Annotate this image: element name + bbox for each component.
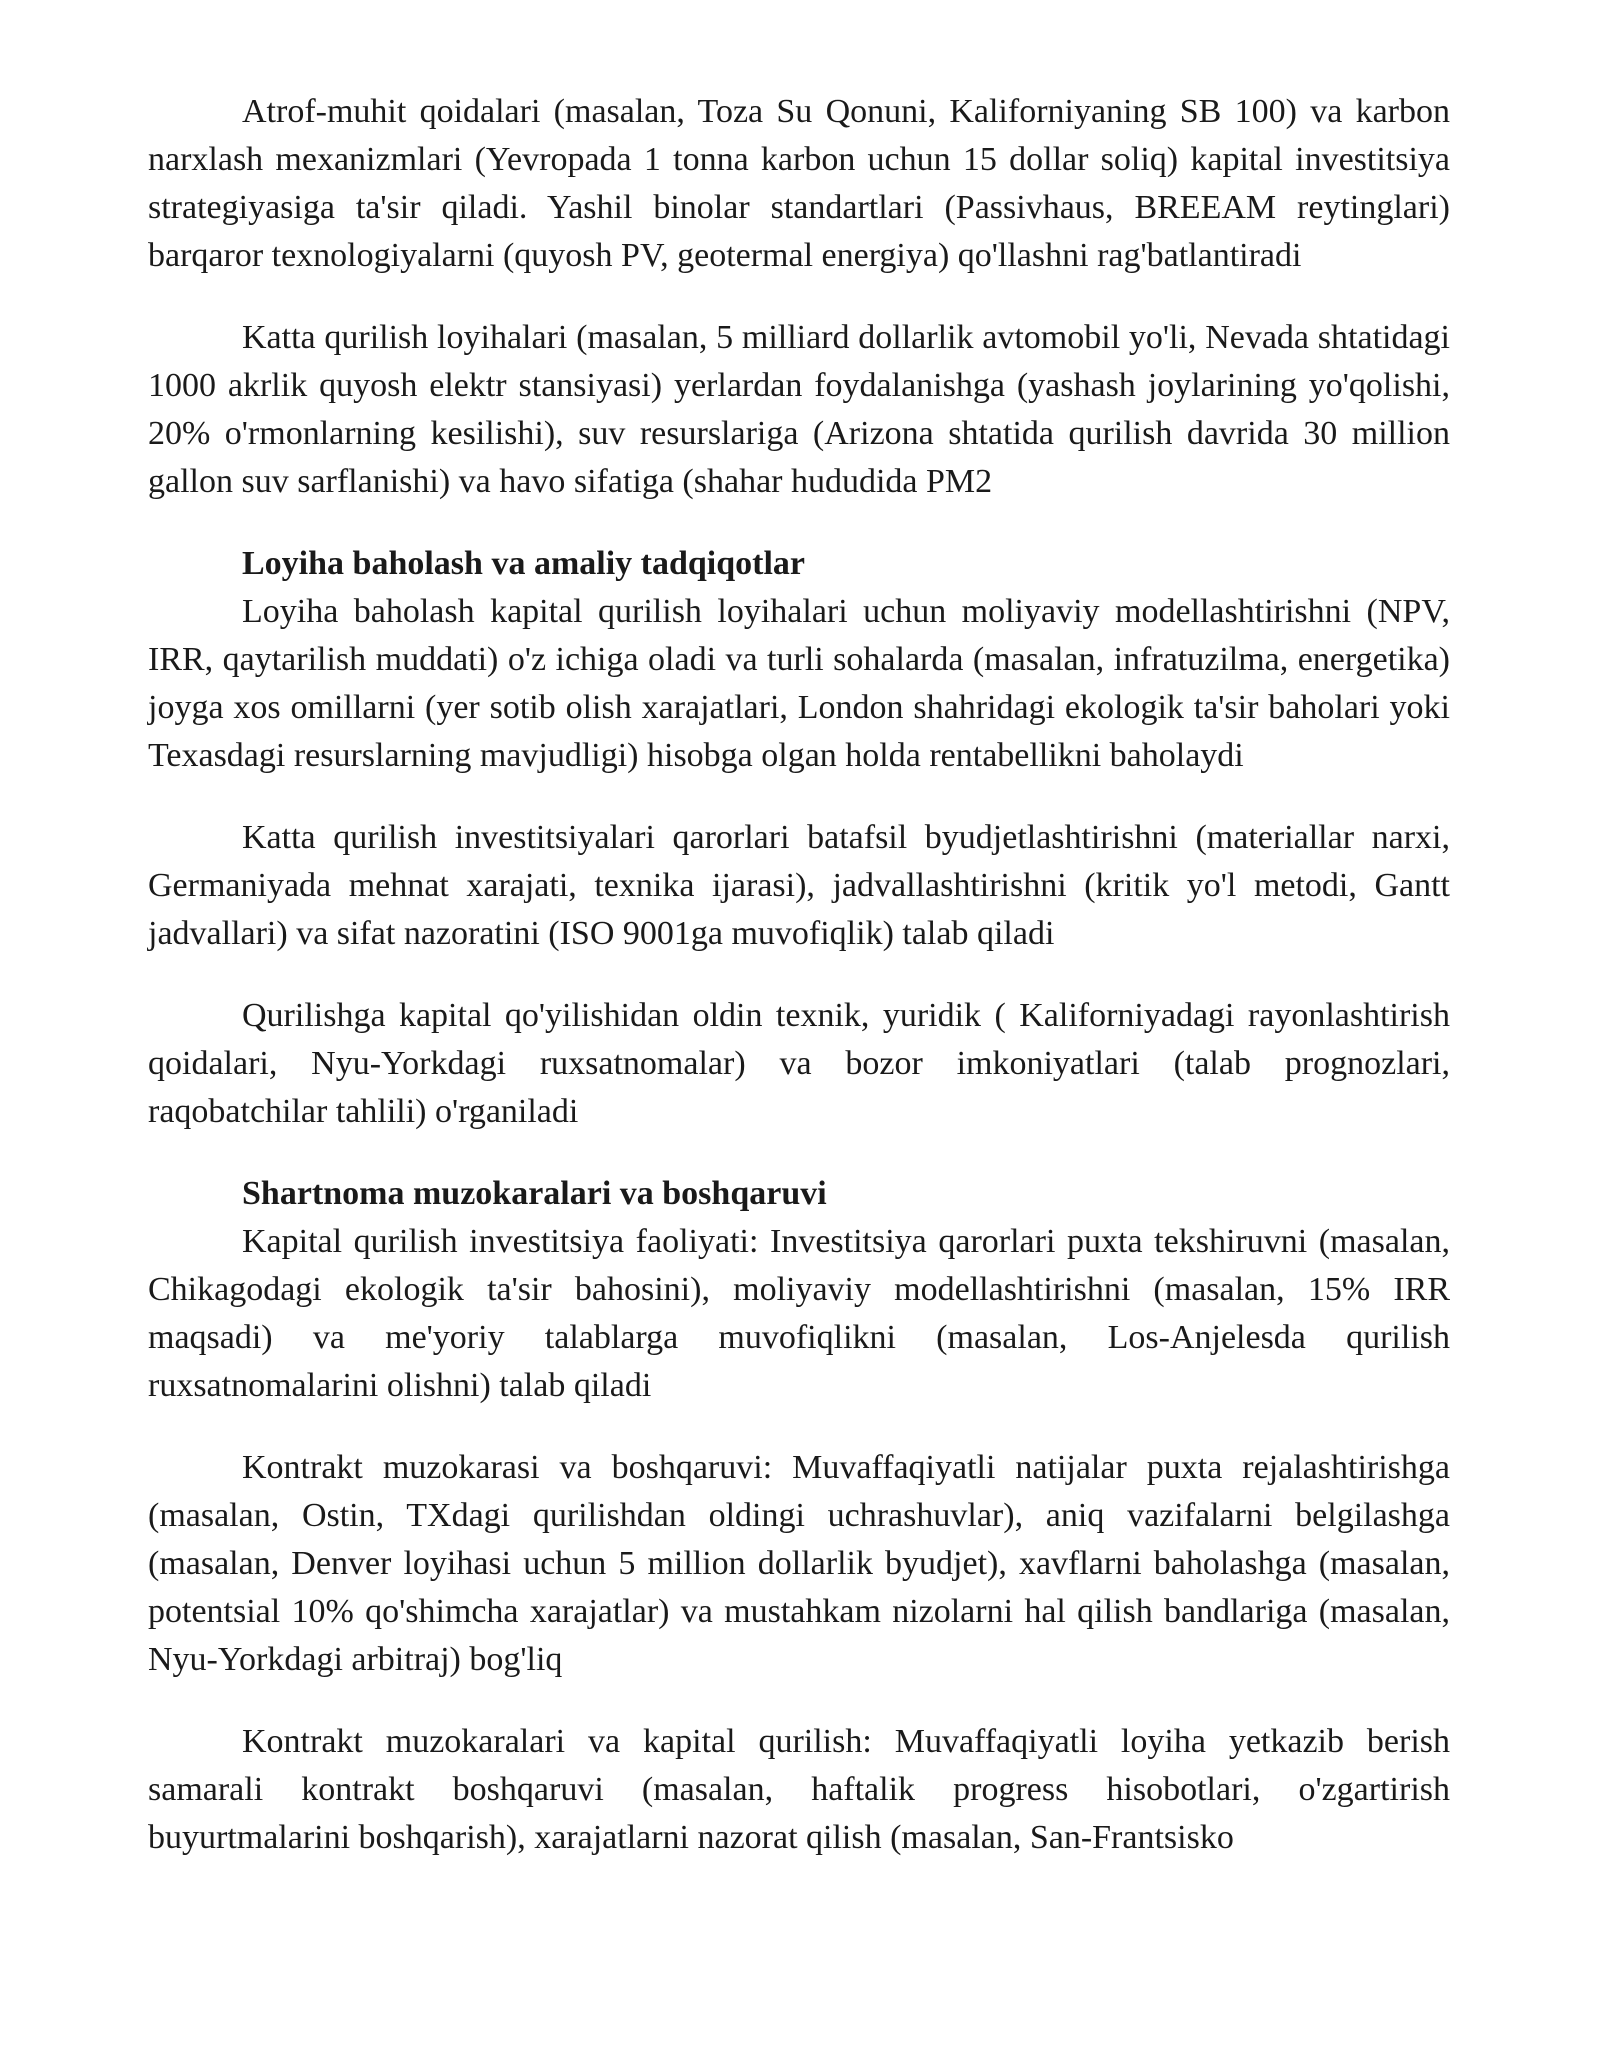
paragraph-feasibility-studies: Qurilishga kapital qo'yilishidan oldin texnik, yuridik ( Kaliforniyadagi rayonlashtirish qoidalari, Nyu-Yorkdagi ruxsatnomalar) va bozor imkoniyatlari (talab prognozlari, raqobatchilar tahlili) o'rganiladi: [148, 997, 1450, 1130]
paragraph-large-projects-impact: Katta qurilish loyihalari (masalan, 5 milliard dollarlik avtomobil yo'li, Nevada shtatidagi 1000 akrlik quyosh elektr stansiyasi) yerlardan foydalanishga (yashash joylarining yo'qolishi, 20% o'rmonlarning kesilishi), suv resurslariga (Arizona shtatida qurilish davrida 30 million gallon suv sarflanishi) va havo sifatiga (shahar hududida PM2: [148, 319, 1450, 500]
section-heading-project-evaluation: Loyiha baholash va amaliy tadqiqotlar: [242, 545, 806, 582]
section-heading-contract-negotiations: Shartnoma muzokaralari va boshqaruvi: [242, 1175, 827, 1212]
document-page: [148, 88, 1450, 1862]
paragraph-contract-management: Kontrakt muzokarasi va boshqaruvi: Muvaffaqiyatli natijalar puxta rejalashtirishga (masalan, Ostin, TXdagi qurilishdan oldingi uchrashuvlar), aniq vazifalarni belgilashga (masalan, Denver loyihasi uchun 5 million dollarlik byudjet), xavflarni baholashga (masalan, potentsial 10% qo'shimcha xarajatlar) va mustahkam nizolarni hal qilish bandlariga (masalan, Nyu-Yorkdagi arbitraj) bog'liq: [148, 1449, 1450, 1678]
paragraph-investment-decisions: Katta qurilish investitsiyalari qarorlari batafsil byudjetlashtirishni (materiallar narxi, Germaniyada mehnat xarajati, texnika ijarasi), jadvallashtirishni (kritik yo'l metodi, Gantt jadvallari) va sifat nazoratini (ISO 9001ga muvofiqlik) talab qiladi: [148, 819, 1450, 952]
paragraph-contract-and-construction: Kontrakt muzokaralari va kapital qurilish: Muvaffaqiyatli loyiha yetkazib berish samarali kontrakt boshqaruvi (masalan, haftalik progress hisobotlari, o'zgartirish buyurtmalarini boshqarish), xarajatlarni nazorat qilish (masalan, San-Frantsisko: [148, 1723, 1450, 1856]
paragraph-environmental-regulations: Atrof-muhit qoidalari (masalan, Toza Su Qonuni, Kaliforniyaning SB 100) va karbon narxlash mexanizmlari (Yevropada 1 tonna karbon uchun 15 dollar soliq) kapital investitsiya strategiyasiga ta'sir qiladi. Yashil binolar standartlari (Passivhaus, BREEAM reytinglari) barqaror texnologiyalarni (quyosh PV, geotermal energiya) qo'llashni rag'batlantiradi: [148, 93, 1450, 274]
paragraph-project-evaluation: Loyiha baholash kapital qurilish loyihalari uchun moliyaviy modellashtirishni (NPV, IRR, qaytarilish muddati) o'z ichiga oladi va turli sohalarda (masalan, infratuzilma, energetika) joyga xos omillarni (yer sotib olish xarajatlari, London shahridagi ekologik ta'sir baholari yoki Texasdagi resurslarning mavjudligi) hisobga olgan holda rentabellikni baholaydi: [148, 593, 1450, 774]
paragraph-capital-investment-activity: Kapital qurilish investitsiya faoliyati: Investitsiya qarorlari puxta tekshiruvni (masalan, Chikagodagi ekologik ta'sir bahosini), moliyaviy modellashtirishni (masalan, 15% IRR maqsadi) va me'yoriy talablarga muvofiqlikni (masalan, Los-Anjelesda qurilish ruxsatnomalarini olishni) talab qiladi: [148, 1223, 1450, 1404]
